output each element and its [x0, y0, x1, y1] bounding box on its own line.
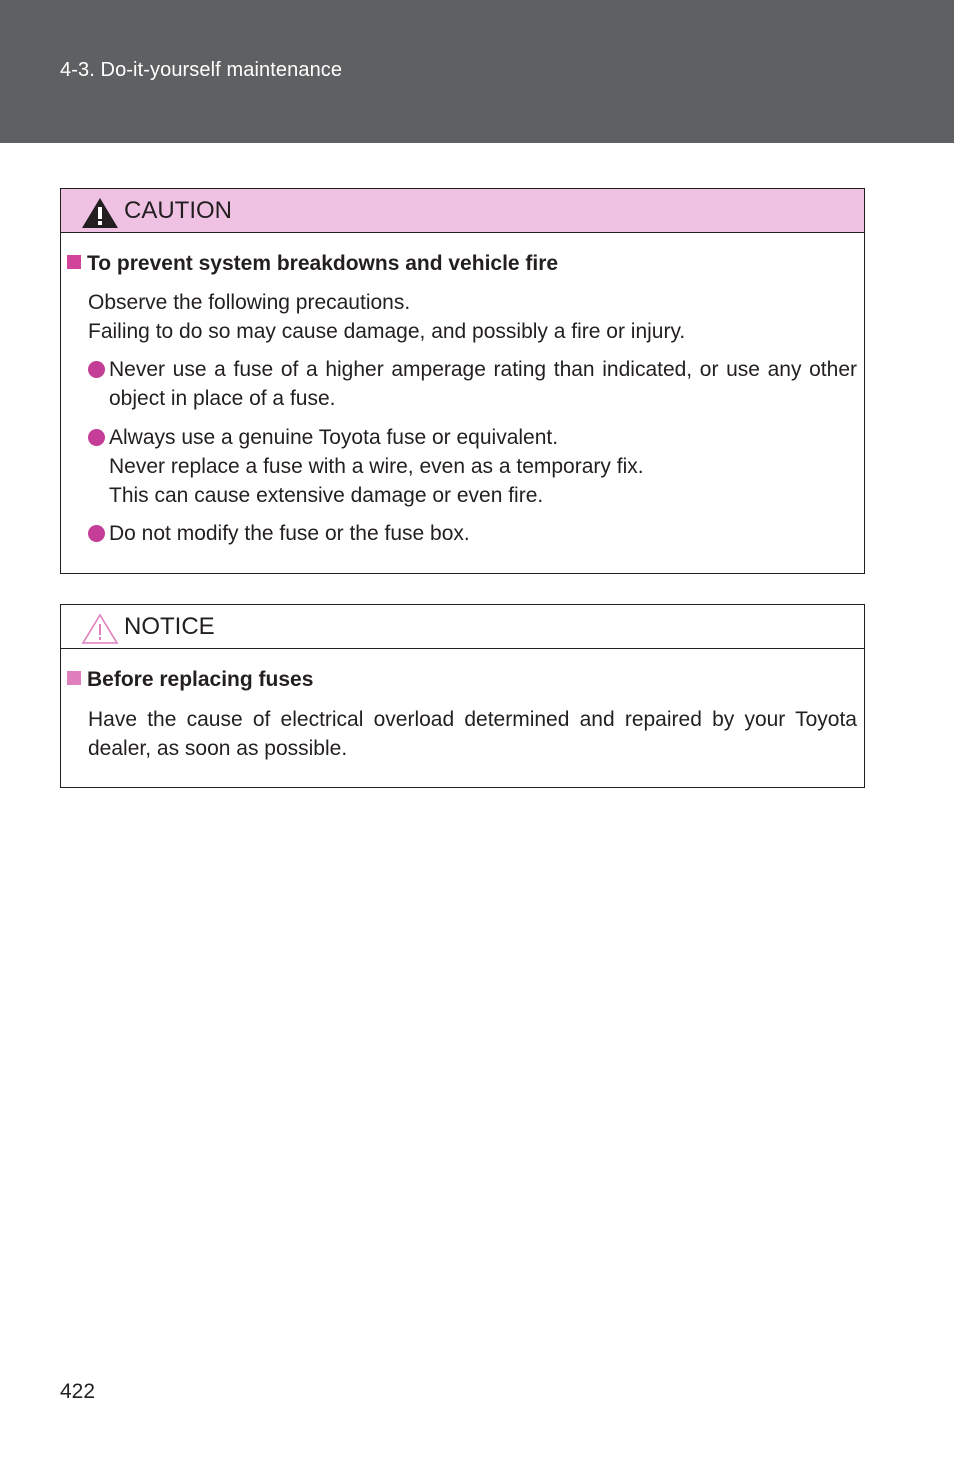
- notice-box: [60, 604, 865, 788]
- page-number: 422: [60, 1380, 96, 1403]
- notice-label: NOTICE: [124, 613, 215, 640]
- bullet-text: Never use a fuse of a higher amperage rating than indicated, or use any other object in place of a fuse.: [109, 358, 857, 410]
- caution-heading: To prevent system breakdowns and vehicle fire: [67, 252, 558, 276]
- intro-line: Observe the following precautions.: [88, 291, 411, 314]
- intro-line: Failing to do so may cause damage, and possibly a fire or injury.: [88, 320, 686, 343]
- notice-header: [61, 605, 864, 649]
- list-item: [88, 423, 857, 510]
- caution-header: [61, 189, 864, 233]
- caution-label: CAUTION: [124, 197, 232, 224]
- section-title: 4-3. Do-it-yourself maintenance: [60, 59, 343, 81]
- square-bullet-icon: [67, 255, 81, 269]
- warning-triangle-outline-icon: [81, 613, 119, 645]
- bullet-text: Always use a genuine Toyota fuse or equivalent. Never replace a fuse with a wire, even as a temporary fix. This can cause extensive damage or even fire.: [109, 426, 644, 507]
- bullet-text: Do not modify the fuse or the fuse box.: [109, 522, 470, 545]
- circle-bullet-icon: [88, 361, 105, 378]
- caution-intro: [88, 288, 857, 346]
- square-bullet-icon: [67, 671, 81, 685]
- circle-bullet-icon: [88, 525, 105, 542]
- list-item: [88, 519, 857, 548]
- page-header: [0, 0, 954, 143]
- notice-text: Have the cause of electrical overload determined and repaired by your Toyota dealer, as soon as possible.: [88, 708, 857, 760]
- circle-bullet-icon: [88, 429, 105, 446]
- notice-heading: Before replacing fuses: [67, 668, 313, 692]
- warning-triangle-filled-icon: [81, 197, 119, 229]
- caution-box: [60, 188, 865, 574]
- list-item: [88, 355, 857, 413]
